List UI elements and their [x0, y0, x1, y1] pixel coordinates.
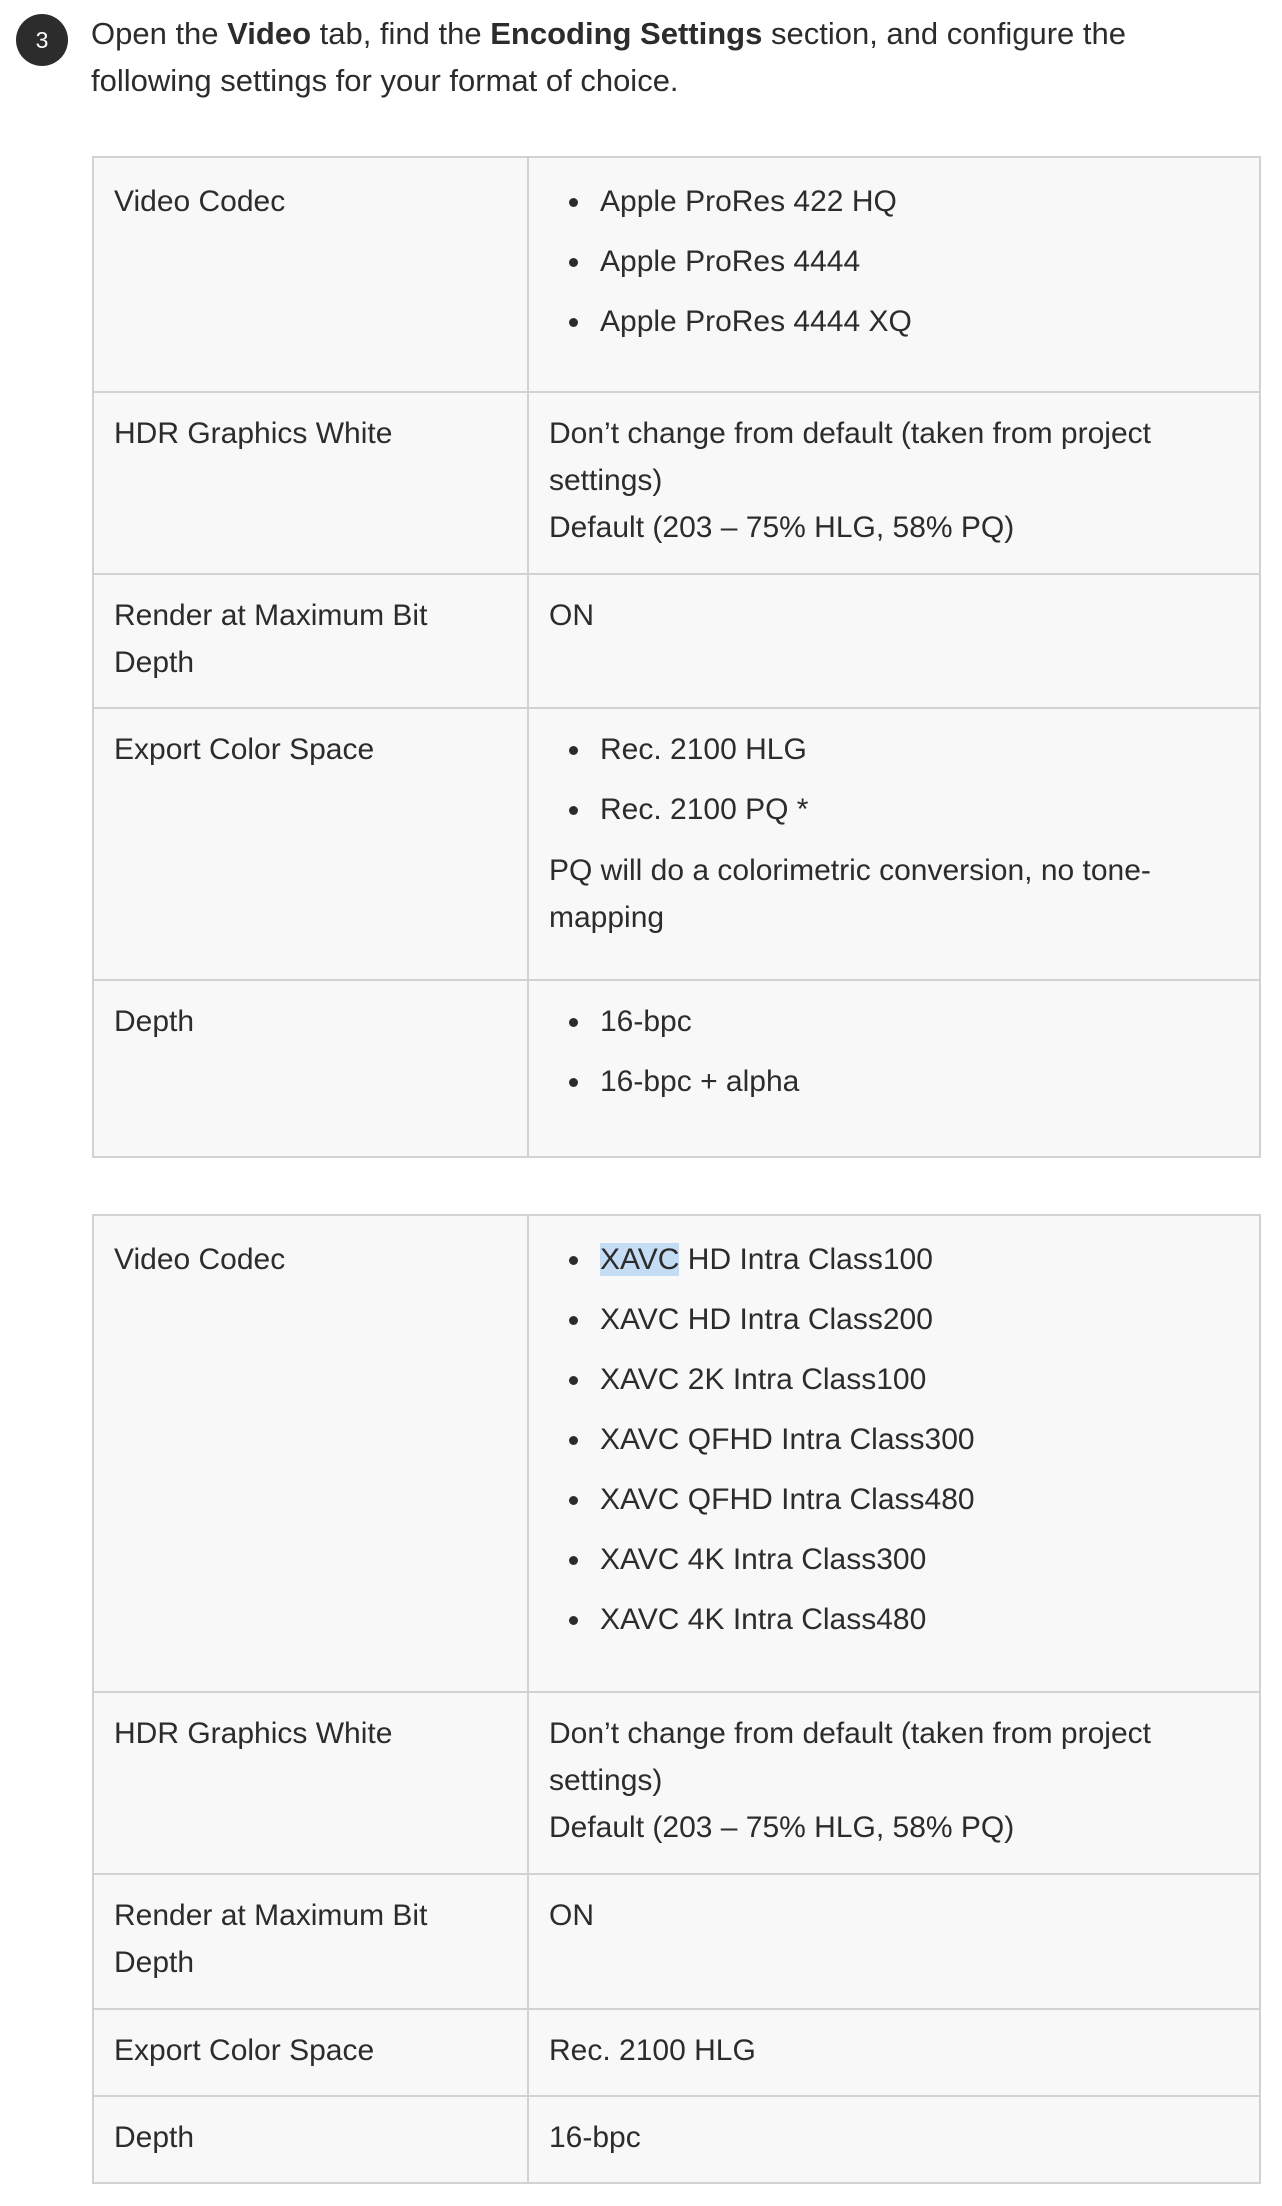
list-item: 16-bpc	[600, 998, 1239, 1045]
color-space-list	[549, 726, 1239, 833]
setting-label: HDR Graphics White	[93, 392, 528, 574]
list-item: XAVC HD Intra Class200	[600, 1296, 1239, 1343]
setting-value-line: Don’t change from default (taken from project settings)	[549, 1717, 1151, 1797]
instruction-text: section, and configure the following settings for your format of choice.	[91, 16, 1126, 98]
table-row	[93, 574, 1260, 708]
setting-value-line: Don’t change from default (taken from project settings)	[549, 417, 1151, 497]
list-item-text: HD Intra Class100	[679, 1243, 933, 1276]
setting-label: HDR Graphics White	[93, 1692, 528, 1874]
setting-label: Export Color Space	[93, 708, 528, 980]
table-row	[93, 708, 1260, 980]
setting-value: 16-bpc	[528, 2096, 1260, 2183]
table-row	[93, 1215, 1260, 1692]
setting-value: Rec. 2100 HLG	[528, 2009, 1260, 2096]
setting-value-line: Default (203 – 75% HLG, 58% PQ)	[549, 1811, 1015, 1844]
list-item: Apple ProRes 4444 XQ	[600, 298, 1239, 345]
setting-label: Depth	[93, 980, 528, 1157]
list-item: XAVC 4K Intra Class480	[600, 1596, 1239, 1643]
list-item: XAVC 4K Intra Class300	[600, 1536, 1239, 1583]
list-item: XAVC QFHD Intra Class480	[600, 1476, 1239, 1523]
setting-label: Render at Maximum Bit Depth	[93, 1874, 528, 2009]
setting-value	[528, 980, 1260, 1157]
instruction-bold-encoding-settings: Encoding Settings	[490, 16, 763, 51]
table-row	[93, 2096, 1260, 2183]
setting-value	[528, 708, 1260, 980]
list-item: Apple ProRes 422 HQ	[600, 178, 1239, 225]
pq-note: PQ will do a colorimetric conversion, no tone-mapping	[549, 854, 1151, 934]
step-number-badge: 3	[16, 14, 68, 66]
table-row	[93, 2009, 1260, 2096]
instruction-text: Open the	[91, 16, 228, 51]
instruction-bold-video: Video	[227, 16, 311, 51]
table-row	[93, 392, 1260, 574]
setting-value	[528, 392, 1260, 574]
list-item: Rec. 2100 HLG	[600, 726, 1239, 773]
list-item: Rec. 2100 PQ *	[600, 786, 1239, 833]
setting-label: Export Color Space	[93, 2009, 528, 2096]
setting-label: Video Codec	[93, 1215, 528, 1692]
table-row	[93, 1692, 1260, 1874]
list-item: 16-bpc + alpha	[600, 1058, 1239, 1105]
setting-value	[528, 1692, 1260, 1874]
table-row	[93, 980, 1260, 1157]
setting-value	[528, 1215, 1260, 1692]
list-item: XAVC 2K Intra Class100	[600, 1356, 1239, 1403]
table-row	[93, 157, 1260, 392]
list-item	[600, 1236, 1239, 1283]
setting-value: ON	[528, 574, 1260, 708]
setting-label: Video Codec	[93, 157, 528, 392]
depth-list	[549, 998, 1239, 1105]
instruction-text: tab, find the	[311, 16, 491, 51]
xavc-settings-table	[92, 1214, 1261, 2184]
codec-list	[549, 178, 1239, 345]
table-row	[93, 1874, 1260, 2009]
setting-label: Depth	[93, 2096, 528, 2183]
prores-settings-table	[92, 156, 1261, 1158]
list-item: XAVC QFHD Intra Class300	[600, 1416, 1239, 1463]
codec-list	[549, 1236, 1239, 1643]
setting-label: Render at Maximum Bit Depth	[93, 574, 528, 708]
setting-value: ON	[528, 1874, 1260, 2009]
list-item: Apple ProRes 4444	[600, 238, 1239, 285]
setting-value	[528, 157, 1260, 392]
selected-text-highlight[interactable]: XAVC	[600, 1243, 680, 1276]
step-instruction	[91, 10, 1201, 104]
setting-value-line: Default (203 – 75% HLG, 58% PQ)	[549, 511, 1015, 544]
